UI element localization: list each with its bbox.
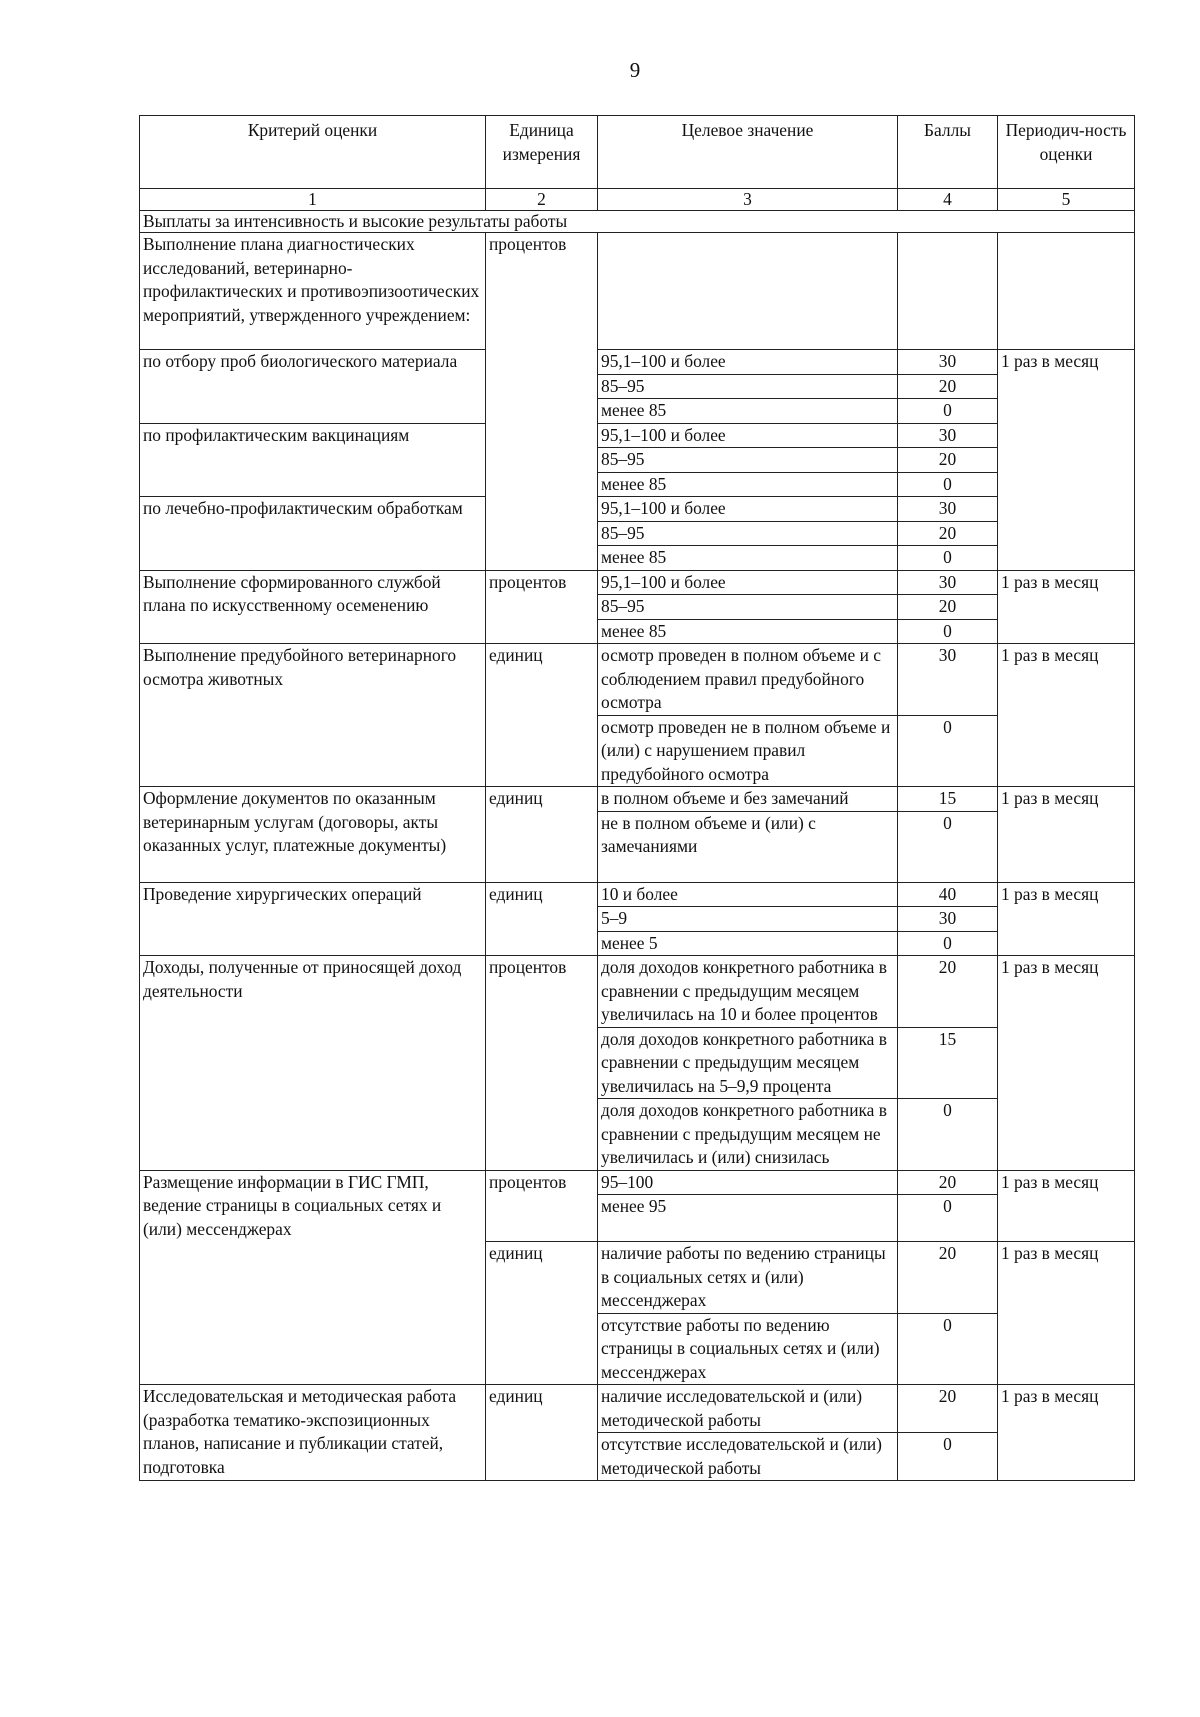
points-cell: 20 bbox=[898, 1385, 998, 1433]
section-row bbox=[140, 211, 1135, 233]
target-cell: менее 85 bbox=[598, 399, 898, 424]
points-cell: 20 bbox=[898, 448, 998, 473]
unit-cell: единиц bbox=[486, 787, 598, 883]
points-cell: 0 bbox=[898, 546, 998, 571]
column-numbers-row bbox=[140, 189, 1135, 211]
points-cell: 30 bbox=[898, 350, 998, 375]
periodicity-cell: 1 раз в месяц bbox=[998, 1170, 1135, 1242]
header-periodicity: Периодич-ность оценки bbox=[998, 116, 1135, 189]
target-cell: 85–95 bbox=[598, 374, 898, 399]
table-row bbox=[140, 787, 1135, 812]
unit-cell: процентов bbox=[486, 1170, 598, 1242]
points-cell: 0 bbox=[898, 619, 998, 644]
unit-cell: единиц bbox=[486, 1242, 598, 1385]
table-row bbox=[140, 423, 1135, 448]
points-cell: 0 bbox=[898, 931, 998, 956]
target-cell: доля доходов конкретного работника в сравнении с предыдущим месяцем увеличилась на 5–9,9 процента bbox=[598, 1027, 898, 1099]
target-cell bbox=[598, 233, 898, 350]
evaluation-criteria-table bbox=[139, 115, 1135, 1481]
header-points: Баллы bbox=[898, 116, 998, 189]
points-cell: 30 bbox=[898, 644, 998, 716]
unit-cell: единиц bbox=[486, 644, 598, 787]
table-row bbox=[140, 644, 1135, 716]
target-cell: 5–9 bbox=[598, 907, 898, 932]
periodicity-cell: 1 раз в месяц bbox=[998, 956, 1135, 1171]
points-cell: 0 bbox=[898, 1433, 998, 1481]
target-cell: 10 и более bbox=[598, 882, 898, 907]
target-cell: 85–95 bbox=[598, 521, 898, 546]
table-row bbox=[140, 1170, 1135, 1195]
criterion-cell: Размещение информации в ГИС ГМП, ведение страницы в социальных сетях и (или) мессенджерах bbox=[140, 1170, 486, 1385]
table-row bbox=[140, 1385, 1135, 1433]
criterion-cell: Исследовательская и методическая работа (разработка тематико-экспозиционных планов, написание и публикации статей, подготовка bbox=[140, 1385, 486, 1481]
table-row bbox=[140, 882, 1135, 907]
points-cell: 0 bbox=[898, 715, 998, 787]
target-cell: 95,1–100 и более bbox=[598, 350, 898, 375]
points-cell: 0 bbox=[898, 1099, 998, 1171]
header-unit: Единица измерения bbox=[486, 116, 598, 189]
target-cell: менее 5 bbox=[598, 931, 898, 956]
column-number: 4 bbox=[898, 189, 998, 211]
header-criterion: Критерий оценки bbox=[140, 116, 486, 189]
criterion-cell: Проведение хирургических операций bbox=[140, 882, 486, 956]
points-cell: 0 bbox=[898, 811, 998, 882]
criterion-cell: Выполнение сформированного службой плана по искусственному осеменению bbox=[140, 570, 486, 644]
points-cell: 30 bbox=[898, 907, 998, 932]
target-cell: отсутствие работы по ведению страницы в социальных сетях и (или) мессенджерах bbox=[598, 1313, 898, 1385]
points-cell bbox=[898, 233, 998, 350]
target-cell: 85–95 bbox=[598, 448, 898, 473]
points-cell: 20 bbox=[898, 374, 998, 399]
points-cell: 30 bbox=[898, 497, 998, 522]
column-number: 2 bbox=[486, 189, 598, 211]
criterion-cell: по профилактическим вакцинациям bbox=[140, 423, 486, 497]
points-cell: 15 bbox=[898, 1027, 998, 1099]
points-cell: 30 bbox=[898, 570, 998, 595]
table-row bbox=[140, 350, 1135, 375]
table-row bbox=[140, 570, 1135, 595]
criterion-cell: по лечебно-профилактическим обработкам bbox=[140, 497, 486, 571]
periodicity-cell: 1 раз в месяц bbox=[998, 350, 1135, 571]
table-row bbox=[140, 956, 1135, 1028]
target-cell: осмотр проведен в полном объеме и с соблюдением правил предубойного осмотра bbox=[598, 644, 898, 716]
points-cell: 15 bbox=[898, 787, 998, 812]
section-title: Выплаты за интенсивность и высокие результаты работы bbox=[140, 211, 1135, 233]
target-cell: 95,1–100 и более bbox=[598, 423, 898, 448]
unit-cell: процентов bbox=[486, 570, 598, 644]
target-cell: осмотр проведен не в полном объеме и (или) с нарушением правил предубойного осмотра bbox=[598, 715, 898, 787]
target-cell: в полном объеме и без замечаний bbox=[598, 787, 898, 812]
periodicity-cell: 1 раз в месяц bbox=[998, 787, 1135, 883]
target-cell: 95,1–100 и более bbox=[598, 570, 898, 595]
page-number: 9 bbox=[629, 58, 641, 82]
points-cell: 20 bbox=[898, 956, 998, 1028]
periodicity-cell: 1 раз в месяц bbox=[998, 1385, 1135, 1481]
target-cell: менее 85 bbox=[598, 619, 898, 644]
unit-cell: процентов bbox=[486, 956, 598, 1171]
target-cell: наличие исследовательской и (или) методической работы bbox=[598, 1385, 898, 1433]
target-cell: 95,1–100 и более bbox=[598, 497, 898, 522]
header-target: Целевое значение bbox=[598, 116, 898, 189]
unit-cell: единиц bbox=[486, 1385, 598, 1481]
target-cell: менее 85 bbox=[598, 472, 898, 497]
periodicity-cell bbox=[998, 233, 1135, 350]
points-cell: 0 bbox=[898, 399, 998, 424]
column-number: 5 bbox=[998, 189, 1135, 211]
criterion-cell: по отбору проб биологического материала bbox=[140, 350, 486, 424]
points-cell: 0 bbox=[898, 1313, 998, 1385]
points-cell: 0 bbox=[898, 1195, 998, 1242]
criterion-cell: Доходы, полученные от приносящей доход деятельности bbox=[140, 956, 486, 1171]
points-cell: 20 bbox=[898, 1242, 998, 1314]
unit-cell: процентов bbox=[486, 233, 598, 571]
periodicity-cell: 1 раз в месяц bbox=[998, 1242, 1135, 1385]
points-cell: 0 bbox=[898, 472, 998, 497]
target-cell: 95–100 bbox=[598, 1170, 898, 1195]
points-cell: 30 bbox=[898, 423, 998, 448]
target-cell: менее 85 bbox=[598, 546, 898, 571]
periodicity-cell: 1 раз в месяц bbox=[998, 882, 1135, 956]
target-cell: доля доходов конкретного работника в сравнении с предыдущим месяцем не увеличилась и (или) снизилась bbox=[598, 1099, 898, 1171]
points-cell: 40 bbox=[898, 882, 998, 907]
column-number: 3 bbox=[598, 189, 898, 211]
table-row bbox=[140, 497, 1135, 522]
criterion-cell: Выполнение плана диагностических исследований, ветеринарно-профилактических и противоэпизоотических мероприятий, утвержденного учреждением: bbox=[140, 233, 486, 350]
target-cell: менее 95 bbox=[598, 1195, 898, 1242]
criterion-cell: Выполнение предубойного ветеринарного осмотра животных bbox=[140, 644, 486, 787]
periodicity-cell: 1 раз в месяц bbox=[998, 570, 1135, 644]
target-cell: наличие работы по ведению страницы в социальных сетях и (или) мессенджерах bbox=[598, 1242, 898, 1314]
points-cell: 20 bbox=[898, 521, 998, 546]
target-cell: не в полном объеме и (или) с замечаниями bbox=[598, 811, 898, 882]
target-cell: 85–95 bbox=[598, 595, 898, 620]
unit-cell: единиц bbox=[486, 882, 598, 956]
header-row bbox=[140, 116, 1135, 189]
target-cell: доля доходов конкретного работника в сравнении с предыдущим месяцем увеличилась на 10 и более процентов bbox=[598, 956, 898, 1028]
target-cell: отсутствие исследовательской и (или) методической работы bbox=[598, 1433, 898, 1481]
periodicity-cell: 1 раз в месяц bbox=[998, 644, 1135, 787]
column-number: 1 bbox=[140, 189, 486, 211]
points-cell: 20 bbox=[898, 1170, 998, 1195]
table-row bbox=[140, 233, 1135, 350]
criterion-cell: Оформление документов по оказанным ветеринарным услугам (договоры, акты оказанных услуг, платежные документы) bbox=[140, 787, 486, 883]
points-cell: 20 bbox=[898, 595, 998, 620]
